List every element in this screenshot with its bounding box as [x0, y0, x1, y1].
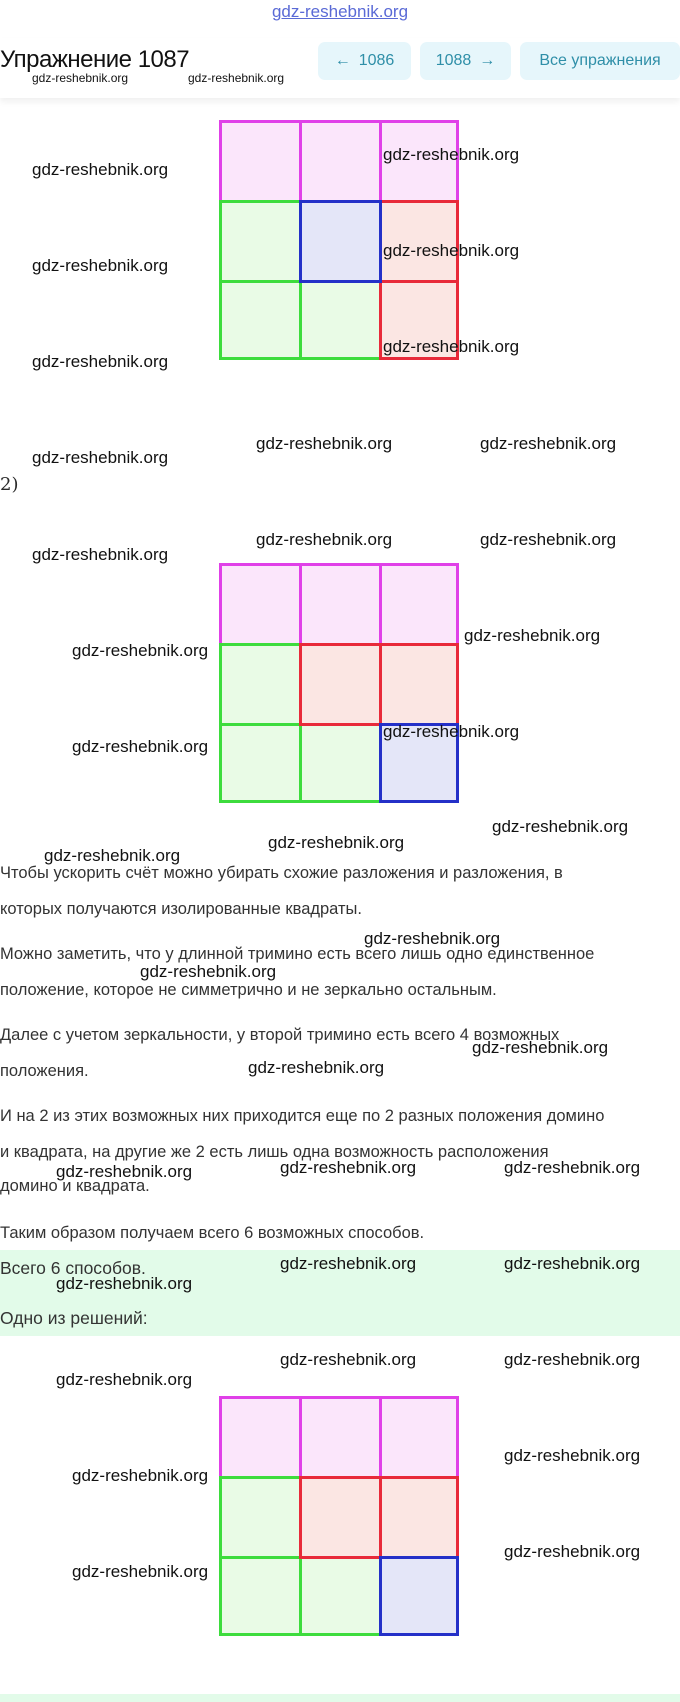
paragraph-line: положение, которое не симметрично и не зеркально остальным. [0, 981, 497, 999]
watermark: gdz-reshebnik.org [72, 641, 209, 660]
watermark: gdz-reshebnik.org [72, 1466, 209, 1485]
cell [301, 282, 381, 359]
watermark: gdz-reshebnik.org [72, 1562, 209, 1581]
cell [221, 725, 301, 802]
cell [221, 645, 301, 725]
cell [301, 1558, 381, 1635]
paragraph-line: Далее с учетом зеркальности, у второй тримино есть всего 4 возможных [0, 1026, 560, 1044]
bottom-strip [0, 1694, 680, 1702]
watermark: gdz-reshebnik.org [280, 1254, 417, 1273]
watermark: gdz-reshebnik.org [504, 1158, 641, 1177]
watermark: gdz-reshebnik.org [248, 1058, 385, 1077]
cell [381, 1478, 458, 1558]
watermark: gdz-reshebnik.org [56, 1370, 193, 1389]
paragraph-line: домино и квадрата. [0, 1177, 150, 1195]
paragraph-line: И на 2 из этих возможных них приходится еще по 2 разных положения домино [0, 1107, 605, 1125]
cell [381, 1398, 458, 1478]
paragraph-line: и квадрата, на другие же 2 есть лишь одна возможность расположения [0, 1143, 549, 1161]
cell [301, 1478, 381, 1558]
cell [301, 202, 381, 282]
paragraph-line: Чтобы ускорить счёт можно убирать схожие разложения и разложения, в [0, 864, 563, 882]
watermark: gdz-reshebnik.org [492, 817, 629, 836]
watermark: gdz-reshebnik.org [504, 1350, 641, 1369]
watermark: gdz-reshebnik.org [32, 545, 169, 564]
watermark: gdz-reshebnik.org [383, 145, 520, 164]
site-watermark-link[interactable]: gdz-reshebnik.org [271, 2, 409, 21]
cell [301, 725, 381, 802]
header-watermark: gdz-reshebnik.org [188, 71, 285, 85]
cell [381, 1558, 458, 1635]
watermark: gdz-reshebnik.org [44, 846, 181, 865]
watermark: gdz-reshebnik.org [383, 241, 520, 260]
header-watermark: gdz-reshebnik.org [32, 71, 129, 85]
cell [221, 122, 301, 202]
paragraph-line: положения. [0, 1062, 89, 1080]
paragraph-line: Можно заметить, что у длинной тримино есть всего лишь одно единственное [0, 945, 595, 963]
watermark: gdz-reshebnik.org [140, 962, 277, 981]
prev-exercise-label: 1086 [358, 52, 395, 69]
paragraph-line: которых получаются изолированные квадраты. [0, 900, 362, 918]
watermark: gdz-reshebnik.org [32, 256, 169, 275]
watermark: gdz-reshebnik.org [32, 160, 169, 179]
watermark: gdz-reshebnik.org [256, 434, 393, 453]
watermark: gdz-reshebnik.org [504, 1542, 641, 1561]
page-title: Упражнение 1087 [0, 46, 190, 73]
next-exercise-label: 1088 [435, 52, 472, 69]
cell [301, 122, 381, 202]
cell [221, 1478, 301, 1558]
watermark: gdz-reshebnik.org [504, 1254, 641, 1273]
cell [381, 645, 458, 725]
watermark: gdz-reshebnik.org [480, 434, 617, 453]
watermark: gdz-reshebnik.org [72, 737, 209, 756]
cell [221, 1558, 301, 1635]
cell [221, 202, 301, 282]
watermark: gdz-reshebnik.org [504, 1446, 641, 1465]
all-exercises-button[interactable] [520, 42, 680, 80]
cell [221, 282, 301, 359]
answer-total: Всего 6 способов. [0, 1258, 146, 1278]
watermark: gdz-reshebnik.org [364, 929, 501, 948]
watermark: gdz-reshebnik.org [472, 1038, 609, 1057]
paragraph-line: Таким образом получаем всего 6 возможных способов. [0, 1224, 425, 1242]
tiling-figure-3 [219, 1396, 459, 1636]
watermark: gdz-reshebnik.org [464, 626, 601, 645]
arrow-right-icon: → [479, 52, 496, 69]
watermark: gdz-reshebnik.org [480, 530, 617, 549]
tiling-figure-2 [219, 563, 459, 803]
watermark: gdz-reshebnik.org [56, 1274, 193, 1293]
prev-exercise-button[interactable] [318, 42, 411, 80]
watermark: gdz-reshebnik.org [383, 722, 520, 741]
next-exercise-button[interactable] [420, 42, 511, 80]
cell [301, 1398, 381, 1478]
arrow-left-icon: ← [334, 52, 351, 69]
cell [221, 565, 301, 645]
section-2-label: 2) [0, 474, 19, 495]
cell [301, 565, 381, 645]
watermark: gdz-reshebnik.org [32, 448, 169, 467]
watermark: gdz-reshebnik.org [256, 530, 393, 549]
watermark: gdz-reshebnik.org [280, 1158, 417, 1177]
cell [381, 565, 458, 645]
watermark: gdz-reshebnik.org [268, 833, 405, 852]
all-exercises-label: Все упражнения [539, 52, 661, 69]
watermark: gdz-reshebnik.org [32, 352, 169, 371]
watermark: gdz-reshebnik.org [56, 1162, 193, 1181]
watermark: gdz-reshebnik.org [280, 1350, 417, 1369]
cell [221, 1398, 301, 1478]
cell [301, 645, 381, 725]
watermark: gdz-reshebnik.org [383, 337, 520, 356]
answer-one-solution: Одно из решений: [0, 1308, 148, 1328]
